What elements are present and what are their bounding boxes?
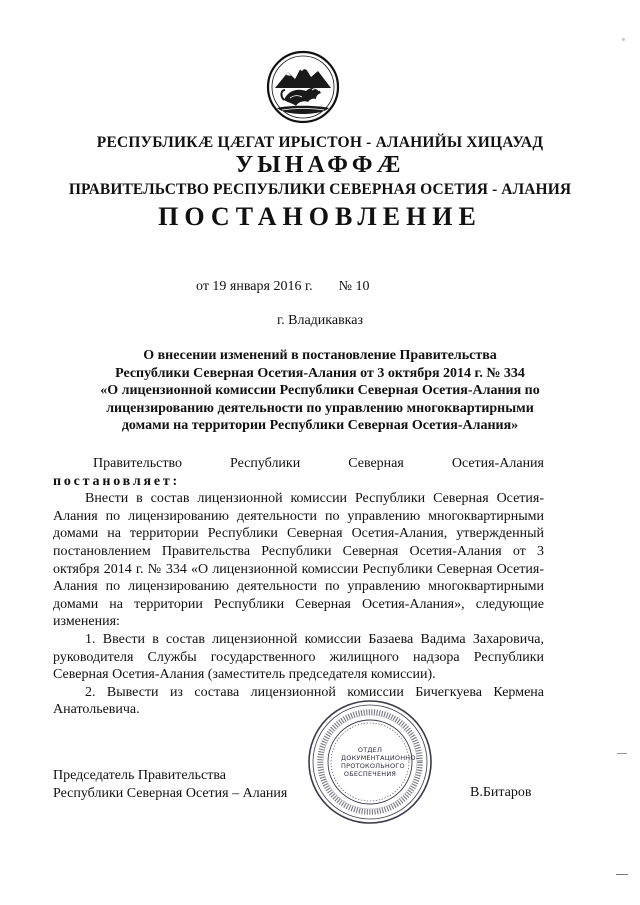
decree-date: от 19 января 2016 г. xyxy=(196,279,313,294)
decree-title-line: Республики Северная Осетия-Алания от 3 октября 2014 г. № 334 xyxy=(115,365,525,381)
decree-number: № 10 xyxy=(338,279,370,294)
decree-title-line: О внесении изменений в постановление Правительства xyxy=(143,348,497,363)
decree-preamble: Правительство Республики Северная Осетия-Алания xyxy=(93,456,544,471)
signatory-position xyxy=(53,767,287,802)
decree-resolves-word: постановляет: xyxy=(53,473,181,489)
decree-item-1: 1. Ввести в состав лицензионной комиссии Базаева Вадима Захаровича, руководителя Службы государственного жилищного надзора Республики Северная Осетия-Алания (заместитель председателя комиссии). xyxy=(53,631,544,683)
margin-mark xyxy=(617,753,627,754)
signatory-position-line: Республики Северная Осетия – Алания xyxy=(53,785,288,801)
decree-date-line xyxy=(196,279,369,295)
russian-document-type: ПОСТАНОВЛЕНИЕ xyxy=(158,202,482,231)
decree-body xyxy=(53,455,544,719)
decree-title-line: «О лицензионной комиссии Республики Северная Осетия-Алания по xyxy=(100,383,540,398)
decree-city: г. Владикавказ xyxy=(276,313,364,328)
seal-text-line: ДОКУМЕНТАЦИОННО- xyxy=(341,754,419,762)
russian-government-title: ПРАВИТЕЛЬСТВО РЕСПУБЛИКИ СЕВЕРНАЯ ОСЕТИЯ - АЛАНИЯ xyxy=(68,181,572,198)
decree-title-line: лицензированию деятельности по управлению многоквартирными xyxy=(106,400,534,416)
ossetian-government-title: РЕСПУБЛИКÆ ЦÆГАТ ИРЫСТОН - АЛАНИЙЫ ХИЦАУАД xyxy=(96,134,544,151)
seal-center-text xyxy=(341,746,419,778)
decree-title xyxy=(40,347,600,435)
coat-of-arms-emblem xyxy=(266,50,340,124)
margin-mark xyxy=(616,874,628,875)
seal-text-line: ОБЕСПЕЧЕНИЯ xyxy=(343,770,397,778)
ossetian-document-type: УЫНАФФÆ xyxy=(235,152,405,178)
seal-text-line: ОТДЕЛ xyxy=(357,746,383,754)
scan-speck xyxy=(622,38,625,41)
signatory-position-line: Председатель Правительства xyxy=(53,768,226,783)
signatory-name: В.Битаров xyxy=(470,785,532,800)
decree-item-2: 2. Вывести из состава лицензионной комиссии Бичегкуева Кермена Анатольевича. xyxy=(53,684,544,718)
decree-title-line: домами на территории Республики Северная Осетия-Алания» xyxy=(121,418,519,433)
decree-paragraph-1: Внести в состав лицензионной комиссии Республики Северная Осетия-Алания по лицензированию деятельности по управлению многоквартирными домами на территории Республики Северная Осетия-Алания, утвержденный постановлением Правительства Республики Северная Осетия-Алания от 3 октября 2014 г. № 334 «О лицензионной комиссии Республики Северная Осетия-Алания по лицензированию деятельности по управлению многоквартирными домами на территории Республики Северная Осетия-Алания», следующие изменения: xyxy=(53,491,544,630)
seal-text-line: ПРОТОКОЛЬНОГО xyxy=(341,762,405,770)
